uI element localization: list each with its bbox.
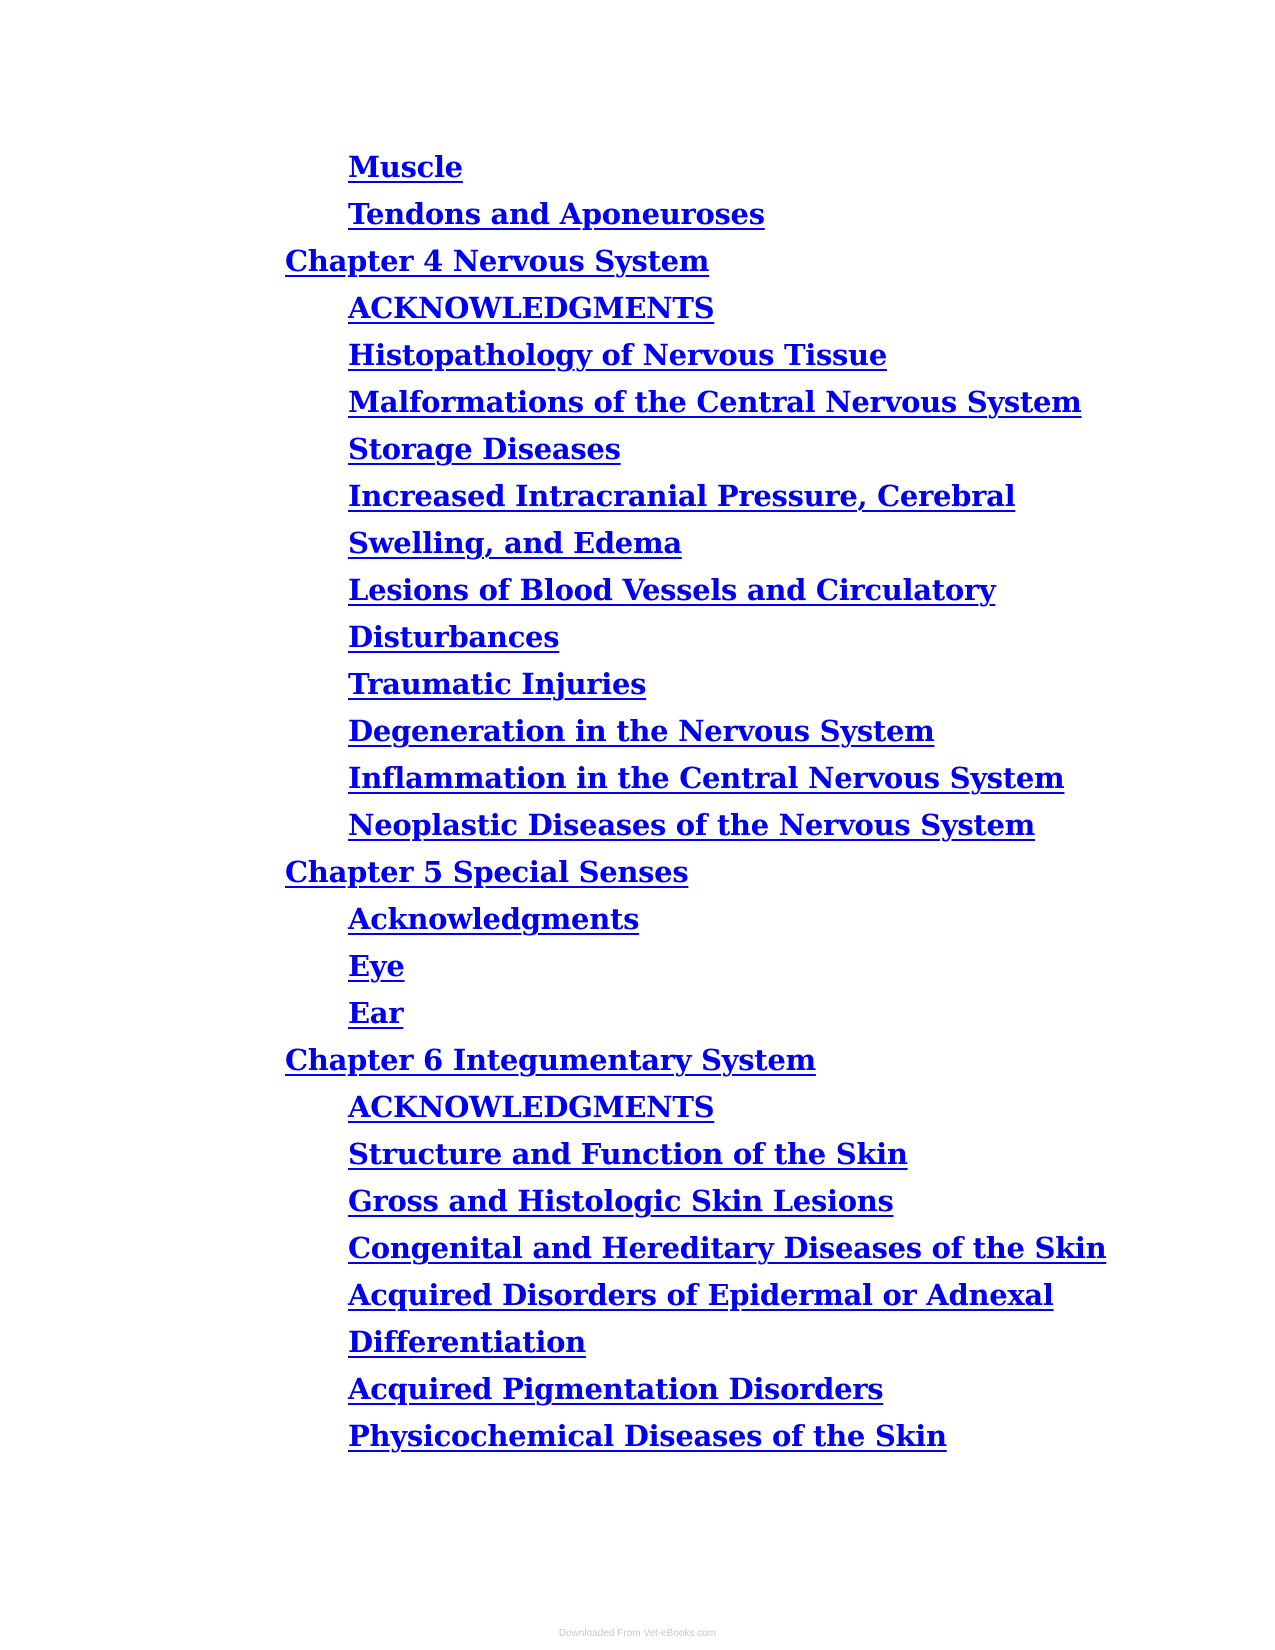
toc-entry <box>0 849 1275 896</box>
toc-entry <box>0 473 1275 520</box>
toc-link-degeneration[interactable]: Degeneration in the Nervous System <box>348 714 935 748</box>
toc-link-tendons-and-aponeuroses[interactable]: Tendons and Aponeuroses <box>348 197 765 231</box>
toc-entry <box>0 943 1275 990</box>
toc-link-malformations[interactable]: Malformations of the Central Nervous System <box>348 385 1082 419</box>
toc-link-ear[interactable]: Ear <box>348 996 404 1030</box>
toc-entry <box>0 802 1275 849</box>
toc-entry <box>0 1319 1275 1366</box>
toc-link-acquired-disorders[interactable]: Acquired Disorders of Epidermal or Adnexal <box>348 1278 1054 1312</box>
toc-entry <box>0 332 1275 379</box>
toc-link-pigmentation[interactable]: Acquired Pigmentation Disorders <box>348 1372 884 1406</box>
toc-entry <box>0 708 1275 755</box>
toc-entry <box>0 1272 1275 1319</box>
toc-entry <box>0 614 1275 661</box>
toc-entry <box>0 285 1275 332</box>
toc-link-congenital-diseases[interactable]: Congenital and Hereditary Diseases of the Skin <box>348 1231 1107 1265</box>
toc-link-blood-vessels-cont[interactable]: Disturbances <box>348 620 560 654</box>
toc-entry <box>0 1225 1275 1272</box>
toc-link-acquired-disorders-cont[interactable]: Differentiation <box>348 1325 586 1359</box>
toc-entry <box>0 1413 1275 1460</box>
toc-link-ch5-acknowledgments[interactable]: Acknowledgments <box>348 902 640 936</box>
toc-entry <box>0 520 1275 567</box>
toc-entry <box>0 755 1275 802</box>
toc-link-chapter-6[interactable]: Chapter 6 Integumentary System <box>285 1043 816 1077</box>
toc-link-histopathology[interactable]: Histopathology of Nervous Tissue <box>348 338 887 372</box>
toc-entry <box>0 379 1275 426</box>
toc-link-skin-lesions[interactable]: Gross and Histologic Skin Lesions <box>348 1184 894 1218</box>
download-watermark: Downloaded From Vet-eBooks.com <box>558 1628 717 1639</box>
toc-entry <box>0 1037 1275 1084</box>
toc-link-chapter-5[interactable]: Chapter 5 Special Senses <box>285 855 689 889</box>
toc-link-intracranial-pressure-cont[interactable]: Swelling, and Edema <box>348 526 682 560</box>
toc-link-neoplastic-diseases[interactable]: Neoplastic Diseases of the Nervous System <box>348 808 1036 842</box>
toc-link-traumatic-injuries[interactable]: Traumatic Injuries <box>348 667 647 701</box>
toc-link-eye[interactable]: Eye <box>348 949 405 983</box>
toc-entry <box>0 1178 1275 1225</box>
toc-entry <box>0 1366 1275 1413</box>
toc-link-ch6-acknowledgments[interactable]: ACKNOWLEDGMENTS <box>348 1090 715 1124</box>
toc-entry <box>0 191 1275 238</box>
toc-link-storage-diseases[interactable]: Storage Diseases <box>348 432 621 466</box>
toc-entry <box>0 661 1275 708</box>
toc-link-inflammation[interactable]: Inflammation in the Central Nervous System <box>348 761 1065 795</box>
toc-link-muscle[interactable]: Muscle <box>348 150 463 184</box>
toc-link-physicochemical[interactable]: Physicochemical Diseases of the Skin <box>348 1419 947 1453</box>
toc-entry <box>0 1131 1275 1178</box>
toc-entry <box>0 426 1275 473</box>
toc-entry <box>0 896 1275 943</box>
toc-link-intracranial-pressure[interactable]: Increased Intracranial Pressure, Cerebral <box>348 479 1016 513</box>
toc-entry <box>0 567 1275 614</box>
toc-link-chapter-4[interactable]: Chapter 4 Nervous System <box>285 244 710 278</box>
toc-link-ch4-acknowledgments[interactable]: ACKNOWLEDGMENTS <box>348 291 715 325</box>
toc-entry <box>0 238 1275 285</box>
toc-entry <box>0 990 1275 1037</box>
toc-entry <box>0 144 1275 191</box>
toc-entry <box>0 1084 1275 1131</box>
table-of-contents <box>0 144 1275 1460</box>
toc-link-blood-vessels[interactable]: Lesions of Blood Vessels and Circulatory <box>348 573 996 607</box>
toc-link-skin-structure[interactable]: Structure and Function of the Skin <box>348 1137 908 1171</box>
